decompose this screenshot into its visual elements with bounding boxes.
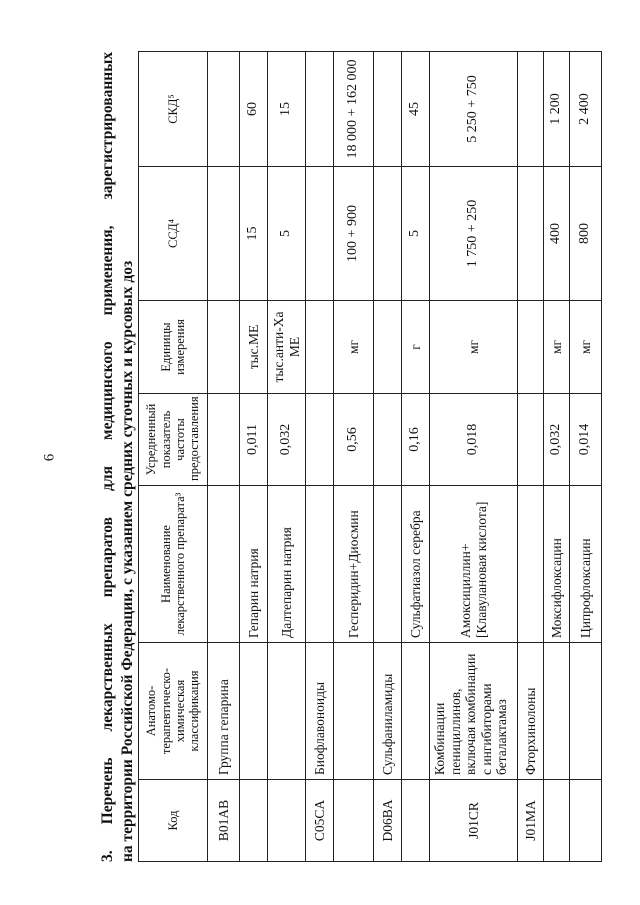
cell-frequency: 0,018 <box>430 394 518 486</box>
cell-atc: Группа гепарина <box>208 643 240 780</box>
page-number: 6 <box>41 453 58 462</box>
cell-code <box>544 780 570 862</box>
heading-line-2: на территории Российской Федерации, с указанием средних суточных и курсовых доз <box>119 260 136 862</box>
cell-skd: 15 <box>268 52 306 167</box>
cell-unit: мг <box>544 301 570 394</box>
cell-atc: Биофлавоноиды <box>306 643 334 780</box>
heading-word: лекарственных <box>99 623 116 732</box>
cell-frequency: 0,014 <box>570 394 602 486</box>
heading-word: для <box>99 466 116 491</box>
cell-frequency: 0,032 <box>544 394 570 486</box>
cell-frequency: 0,16 <box>402 394 430 486</box>
cell-unit <box>208 301 240 394</box>
cell-skd: 45 <box>402 52 430 167</box>
cell-unit <box>306 301 334 394</box>
header-atc: Анатомо-терапевтическо-химическая классификация <box>139 643 208 780</box>
cell-skd: 18 000 + 162 000 <box>334 52 374 167</box>
table-row <box>334 52 374 862</box>
table-row <box>518 52 544 862</box>
cell-unit <box>374 301 402 394</box>
cell-unit: мг <box>570 301 602 394</box>
cell-code: C05CA <box>306 780 334 862</box>
cell-drug: Сульфатиазол серебра <box>402 486 430 643</box>
heading-word: зарегистрированных <box>99 51 116 200</box>
table-row <box>374 52 402 862</box>
cell-frequency <box>374 394 402 486</box>
cell-skd: 2 400 <box>570 52 602 167</box>
cell-code <box>268 780 306 862</box>
cell-drug: Моксифлоксацин <box>544 486 570 643</box>
table-row <box>430 52 518 862</box>
cell-ssd: 100 + 900 <box>334 167 374 301</box>
cell-unit: тыс.МЕ <box>240 301 268 394</box>
cell-skd <box>374 52 402 167</box>
cell-skd: 1 200 <box>544 52 570 167</box>
cell-atc <box>570 643 602 780</box>
drug-table <box>138 51 602 862</box>
cell-ssd: 5 <box>268 167 306 301</box>
cell-ssd <box>306 167 334 301</box>
table-row <box>268 52 306 862</box>
header-skd: СКД⁵ <box>139 52 208 167</box>
cell-unit: мг <box>430 301 518 394</box>
heading-word: Перечень <box>99 757 116 825</box>
cell-ssd: 400 <box>544 167 570 301</box>
cell-unit: тыс.анти-Ха МЕ <box>268 301 306 394</box>
section-heading <box>98 52 138 862</box>
cell-frequency <box>208 394 240 486</box>
cell-skd: 5 250 + 750 <box>430 52 518 167</box>
cell-atc <box>544 643 570 780</box>
cell-ssd: 15 <box>240 167 268 301</box>
cell-atc: Сульфаниламиды <box>374 643 402 780</box>
cell-code <box>334 780 374 862</box>
cell-ssd: 800 <box>570 167 602 301</box>
cell-code: D06BA <box>374 780 402 862</box>
cell-code <box>240 780 268 862</box>
header-drug: Наименование лекарственного препарата³ <box>139 486 208 643</box>
cell-atc: Комбинации пенициллинов, включая комбинации с ингибиторами беталактамаз <box>430 643 518 780</box>
cell-unit <box>518 301 544 394</box>
cell-unit: мг <box>334 301 374 394</box>
cell-drug: Амоксициллин+[Клавулановая кислота] <box>430 486 518 643</box>
cell-drug <box>374 486 402 643</box>
heading-word: 3. <box>99 850 116 862</box>
table-row <box>402 52 430 862</box>
cell-drug: Гепарин натрия <box>240 486 268 643</box>
heading-word: медицинского <box>99 341 116 440</box>
cell-ssd: 1 750 + 250 <box>430 167 518 301</box>
table-row <box>544 52 570 862</box>
cell-skd <box>306 52 334 167</box>
cell-frequency <box>306 394 334 486</box>
cell-frequency: 0,011 <box>240 394 268 486</box>
cell-atc <box>268 643 306 780</box>
heading-word: применения, <box>99 225 116 316</box>
cell-skd <box>518 52 544 167</box>
heading-line-1 <box>99 52 117 862</box>
cell-drug <box>518 486 544 643</box>
cell-drug <box>208 486 240 643</box>
cell-frequency: 0,56 <box>334 394 374 486</box>
heading-word: препаратов <box>99 517 116 598</box>
cell-frequency <box>518 394 544 486</box>
cell-ssd <box>208 167 240 301</box>
header-ssd: ССД⁴ <box>139 167 208 301</box>
header-unit: Единицы измерения <box>139 301 208 394</box>
cell-ssd: 5 <box>402 167 430 301</box>
rotated-content <box>98 51 593 862</box>
cell-code <box>402 780 430 862</box>
table-row <box>306 52 334 862</box>
cell-frequency: 0,032 <box>268 394 306 486</box>
cell-drug: Гесперидин+Диосмин <box>334 486 374 643</box>
cell-skd: 60 <box>240 52 268 167</box>
cell-atc: Фторхинолоны <box>518 643 544 780</box>
header-code: Код <box>139 780 208 862</box>
cell-drug: Ципрофлоксацин <box>570 486 602 643</box>
cell-code: J01MA <box>518 780 544 862</box>
cell-atc <box>402 643 430 780</box>
table-row <box>208 52 240 862</box>
cell-drug: Далтепарин натрия <box>268 486 306 643</box>
cell-code: J01CR <box>430 780 518 862</box>
cell-code <box>570 780 602 862</box>
cell-atc <box>334 643 374 780</box>
cell-ssd <box>518 167 544 301</box>
table-row <box>240 52 268 862</box>
header-frequency: Усредненный показатель частоты предоставления <box>139 394 208 486</box>
cell-unit: г <box>402 301 430 394</box>
table-header-row <box>139 52 208 862</box>
cell-ssd <box>374 167 402 301</box>
cell-drug <box>306 486 334 643</box>
table-row <box>570 52 602 862</box>
cell-skd <box>208 52 240 167</box>
cell-atc <box>240 643 268 780</box>
cell-code: B01AB <box>208 780 240 862</box>
